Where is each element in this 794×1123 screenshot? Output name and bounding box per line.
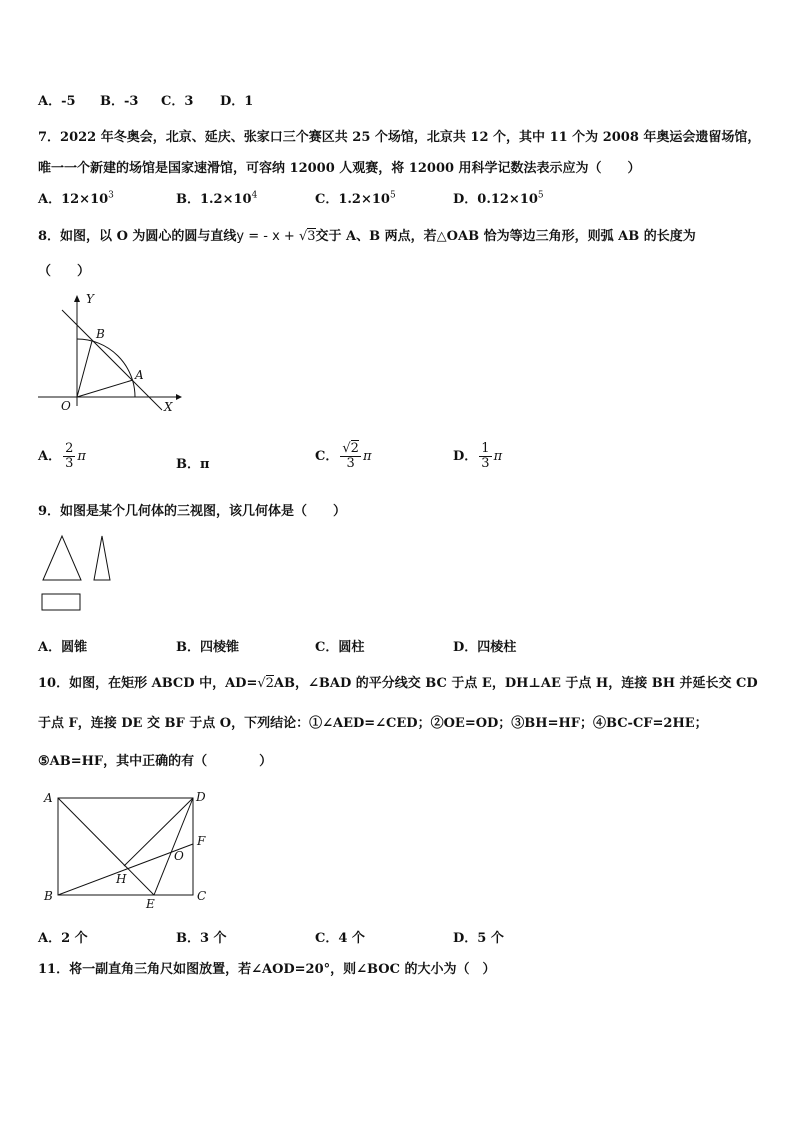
top-view-rectangle (42, 594, 80, 610)
q7-option-d: D．$0.12\times 10^5$ (453, 190, 544, 207)
q8-option-b: B．π (176, 457, 210, 472)
q11-text: 11．将一副直角三角尺如图放置，若∠AOD=20°，则∠BOC 的大小为（ ） (38, 962, 496, 977)
q10-rectangle-figure (38, 788, 218, 912)
q8-option-a: A． $\frac{2}{3}$ π (38, 441, 86, 471)
segment-bf (58, 844, 193, 895)
segment-oa (77, 380, 133, 397)
q8-option-c: C． $\frac{√2}{3}$ π (315, 441, 372, 471)
q8-option-d: D． $\frac{1}{3}$ π (453, 441, 503, 471)
label-d: D (196, 790, 206, 804)
side-view-triangle (94, 536, 110, 580)
q8-equation: y = - x + (236, 229, 299, 244)
q6-option-c: C．3 (161, 94, 194, 109)
x-label: X (164, 400, 173, 414)
q9-option-b: B．四棱锥 (176, 640, 239, 655)
q6-option-a: A．-5 (38, 94, 76, 109)
q10-option-a: A．2 个 (38, 931, 88, 946)
q6-option-b: B．-3 (100, 94, 139, 109)
segment-ob (77, 341, 92, 397)
front-view-triangle (43, 536, 81, 580)
q10-line3: ⑤AB=HF，其中正确的有（ ） (38, 754, 273, 769)
label-f: F (197, 834, 206, 848)
q8-line1: 8．如图，以 O 为圆心的圆与直线y = - x + √3交于 A、B 两点，若△OAB 恰为等边三角形，则弧 AB 的长度为 (38, 229, 696, 244)
q10-option-d: D．5 个 (453, 931, 504, 946)
label-b: B (44, 889, 53, 903)
y-label: Y (86, 292, 94, 306)
q8-figure (34, 290, 184, 415)
q7-option-a: A．$12\times 10^3$ (38, 190, 114, 207)
q9-option-c: C．圆柱 (315, 640, 365, 655)
a-label: A (135, 368, 144, 382)
q9-three-view-figure (36, 528, 120, 618)
label-e: E (146, 897, 155, 911)
y-axis-arrow (74, 295, 80, 302)
segment-ae (58, 798, 154, 895)
q9-text: 9．如图是某个几何体的三视图，该几何体是（ ） (38, 504, 347, 519)
q9-option-a: A．圆锥 (38, 640, 88, 655)
q8-line2: （ ） (38, 264, 91, 279)
q10-option-b: B．3 个 (176, 931, 227, 946)
q7-line1: 7．2022 年冬奥会，北京、延庆、张家口三个赛区共 25 个场馆，北京共 12 个，其中 11 个为 2008 年奥运会遗留场馆， (38, 130, 761, 145)
label-h: H (116, 872, 127, 886)
label-a: A (44, 791, 53, 805)
q6-option-d: D．1 (220, 94, 254, 109)
q10-line1: 10．如图，在矩形 ABCD 中，AD=√2AB，∠BAD 的平分线交 BC 于点 E，DH⊥AE 于点 H，连接 BH 并延长交 CD (38, 676, 758, 691)
o-label: O (61, 399, 71, 413)
q7-line2: 唯一一个新建的场馆是国家速滑馆，可容纳 12000 人观赛，将 12000 用科学记数法表示应为（ ） (38, 161, 641, 176)
q7-option-c: C．$1.2\times 10^5$ (315, 190, 396, 207)
q9-option-d: D．四棱柱 (453, 640, 517, 655)
q10-option-c: C．4 个 (315, 931, 365, 946)
x-axis-arrow (176, 394, 182, 400)
q7-option-b: B．$1.2\times 10^4$ (176, 190, 258, 207)
label-c: C (197, 889, 207, 903)
label-o: O (174, 849, 184, 863)
q10-line2: 于点 F，连接 DE 交 BF 于点 O，下列结论：①∠AED=∠CED；②OE=OD；③BH=HF；④BC-CF=2HE； (38, 716, 708, 731)
b-label: B (96, 327, 105, 341)
